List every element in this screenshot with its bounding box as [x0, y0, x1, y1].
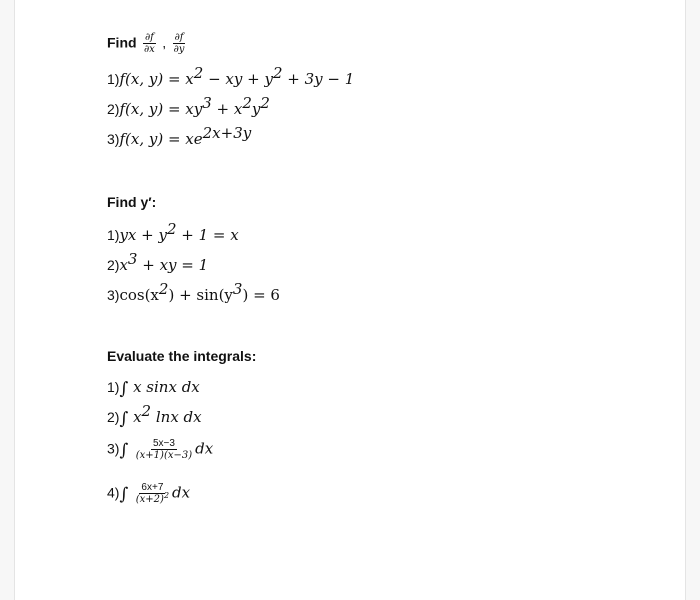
partial-derivatives-heading: Find $\frac{\partial f}{\partial x}$ , $\frac{\partial f}{\partial y}$: [107, 32, 185, 55]
integrand-fraction: $\frac{6x+7}{(x+2)^2}$: [135, 482, 170, 505]
problem-1-2: 2)f(x, $y) = xy^3 + x^2y^2$: [107, 94, 270, 118]
partial-f-x: $\frac{\partial f}{\partial x}$: [144, 32, 155, 55]
integral-sign: ∫: [119, 409, 129, 429]
problem-3-4: 4)∫ $\frac{6x+7}{(x+2)^2}$ dx: [107, 482, 191, 505]
document-page: [14, 0, 686, 600]
implicit-derivative-heading: Find y′:: [107, 194, 157, 210]
problem-1-1: 1)f(x, $y) = x^2$ − xy + $y^2 + 3y - 1$: [107, 64, 355, 88]
problem-2-2: $2)x^3$ + xy = 1: [107, 250, 209, 274]
integrals-heading: Evaluate the integrals:: [107, 348, 257, 364]
partial-f-y: $\frac{\partial f}{\partial y}$: [173, 32, 185, 55]
find-word: Find: [107, 34, 137, 51]
integrand-fraction: $\frac{5x-3}{(x+1)(x-3)}$: [135, 438, 193, 461]
problem-3-1: 1)∫ x sinx dx: [107, 378, 200, 399]
problem-2-1: $1)yx + y^2 + 1 = x$: [107, 220, 239, 244]
integral-sign: ∫: [119, 484, 129, 505]
problem-2-3: $3)\cos(x^2) + \sin(y^3) = 6$: [107, 280, 280, 304]
problem-1-3: 3)f(x, $y) = xe^{2x+3y}$: [107, 124, 252, 148]
problem-3-3: 3)∫ $\frac{5x-3}{(x+1)(x-3)}$ dx: [107, 438, 214, 461]
integral-sign: ∫: [119, 379, 129, 399]
integral-sign: ∫: [119, 440, 129, 461]
problem-3-2: 2)∫ $x^2$ lnx dx: [107, 402, 202, 429]
